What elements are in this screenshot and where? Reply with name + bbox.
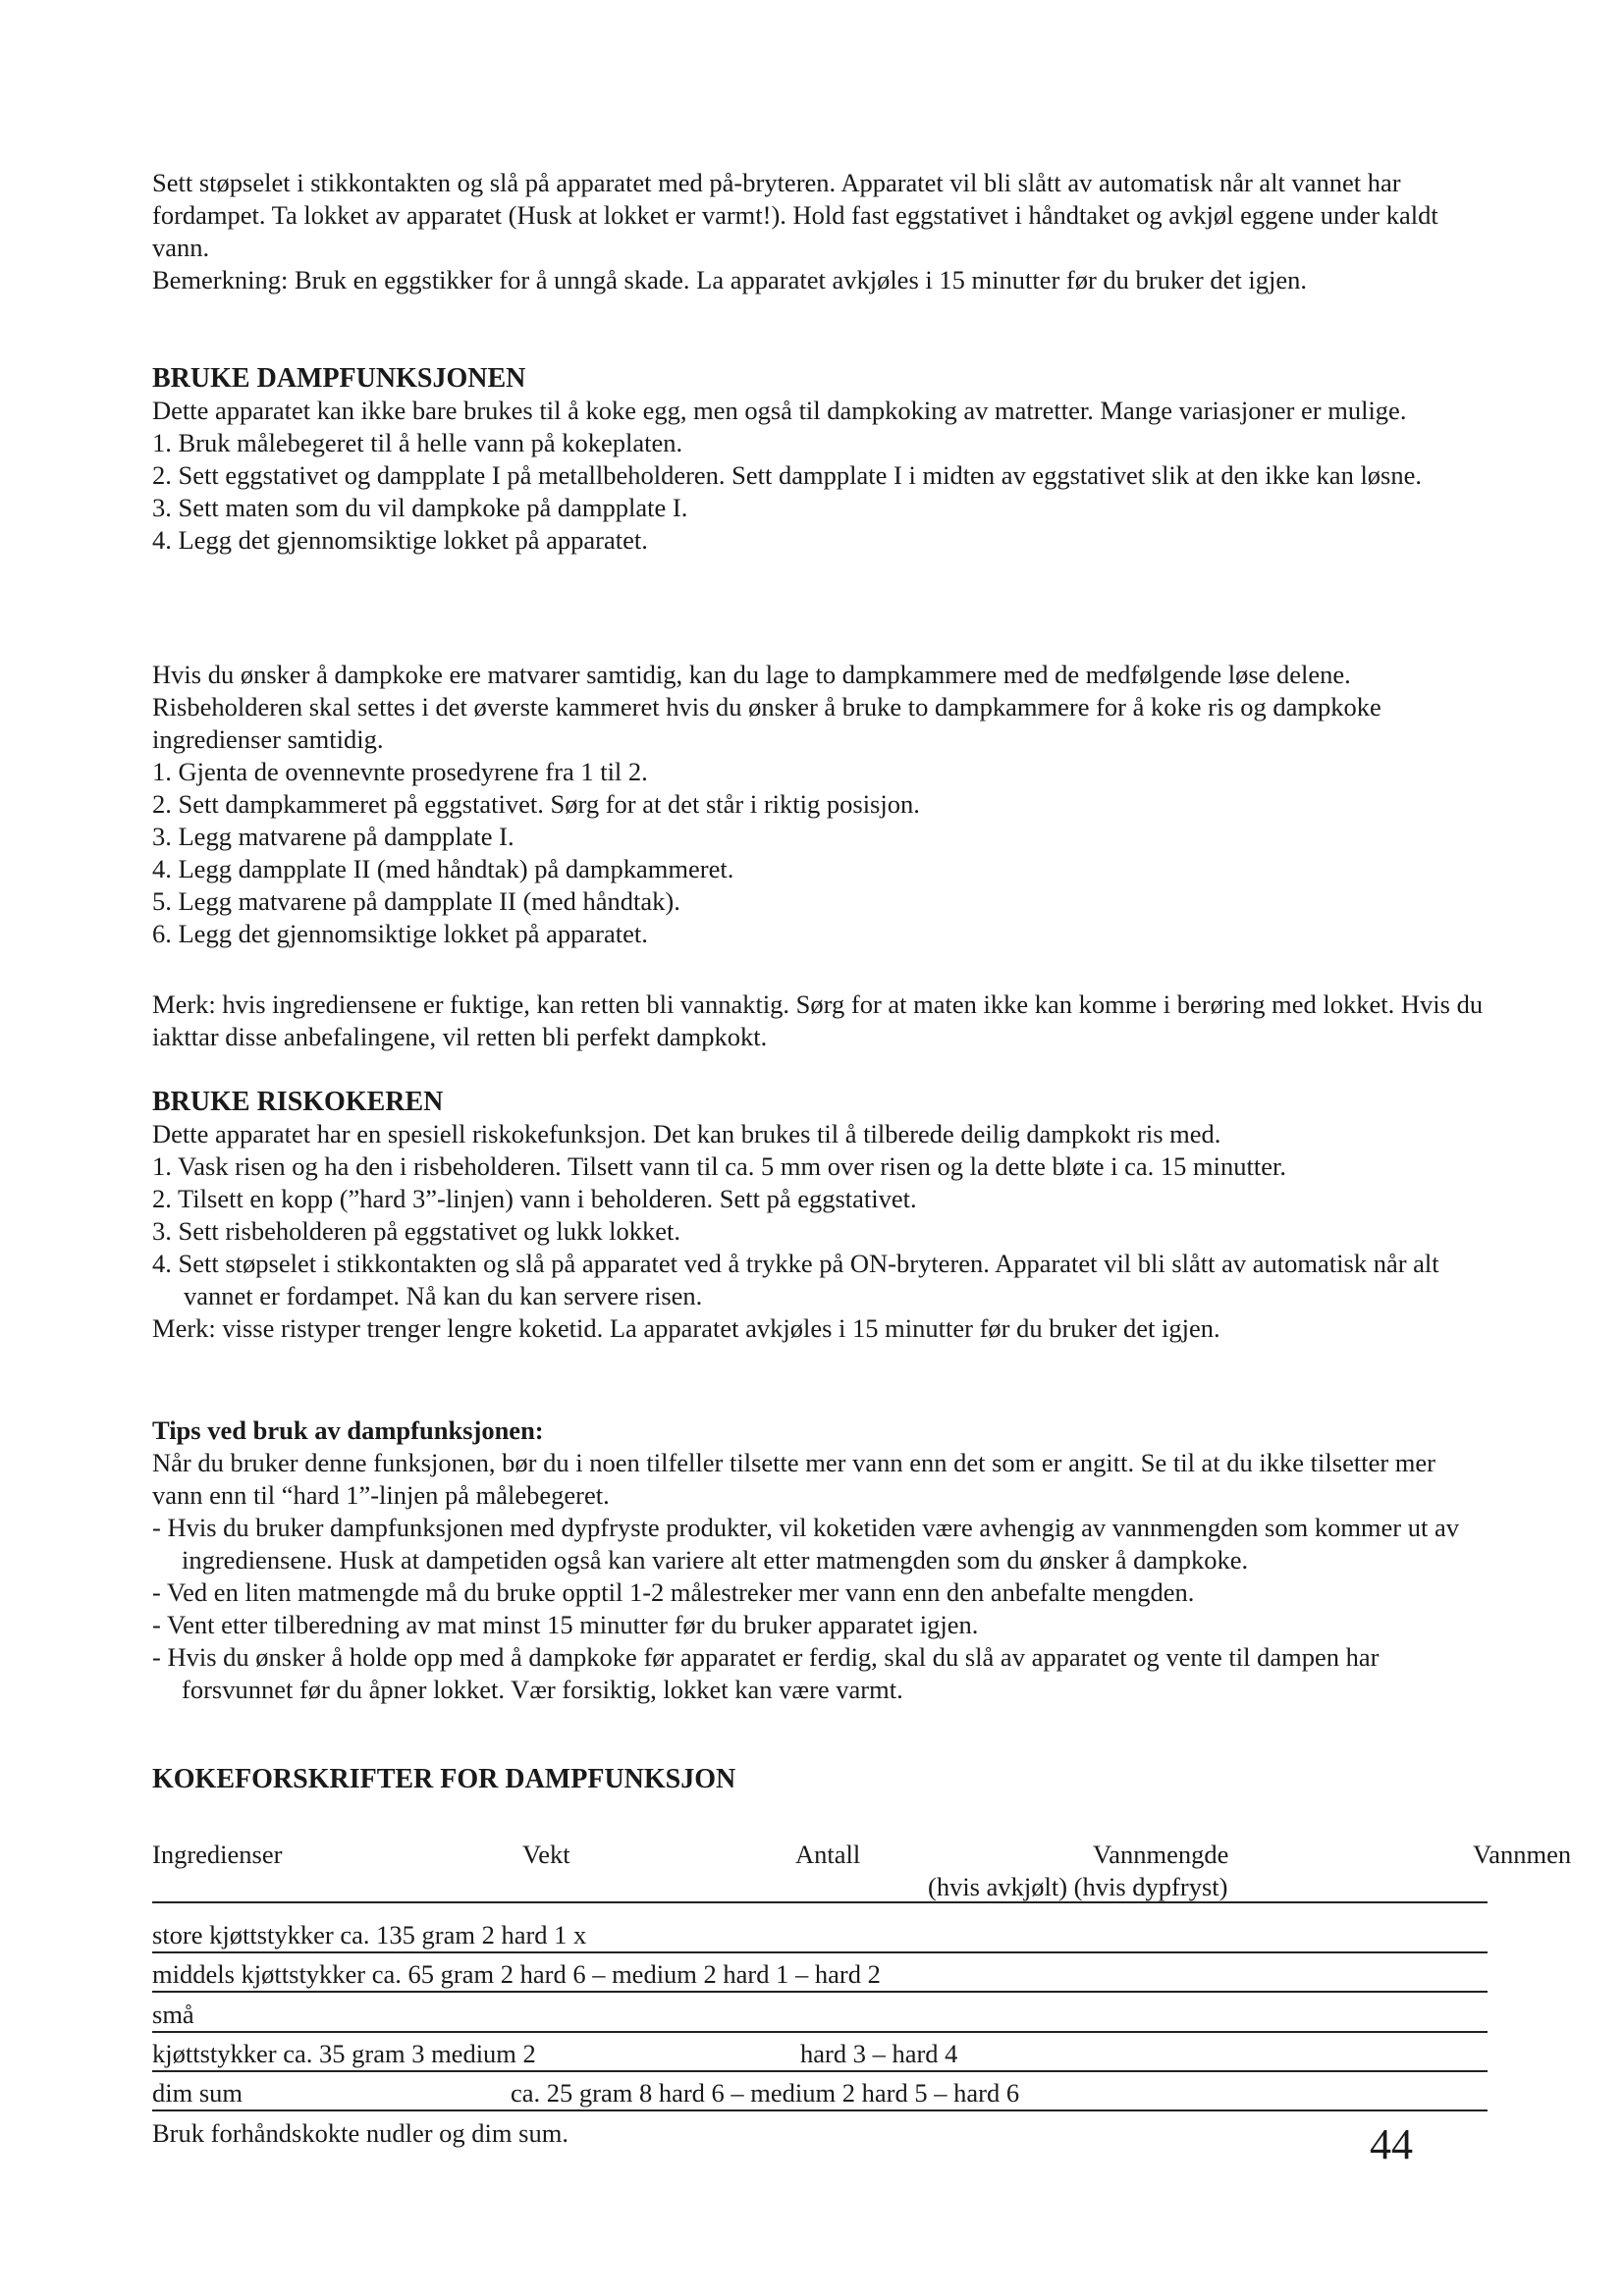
tips-item: - Vent etter tilberedning av mat minst 15 minutter før du bruker apparatet igjen. — [152, 1610, 979, 1639]
steam-multi-step: 4. Legg dampplate II (med håndtak) på dampkammeret. — [152, 854, 734, 883]
steam-multi-step: 1. Gjenta de ovennevnte prosedyrene fra 1 til 2. — [152, 757, 648, 786]
tips-section — [152, 1415, 1488, 1706]
steam-step: 2. Sett eggstativet og dampplate I på metallbeholderen. Sett dampplate I i midten av eggstativet slik at den ikke kan løsne. — [152, 460, 1423, 490]
tips-heading: Tips ved bruk av dampfunksjonen: — [152, 1415, 544, 1445]
recipes-heading: KOKEFORSKRIFTER FOR DAMPFUNKSJON — [152, 1764, 736, 1794]
tips-item: - Hvis du bruker dampfunksjonen med dypfryste produkter, vil koketiden være avhengig av vannmengden som kommer ut av ingrediensene. Husk at dampetiden også kan variere alt etter matmengden som du ønsker å dampkoke. — [152, 1513, 1460, 1575]
steam-step: 3. Sett maten som du vil dampkoke på dampplate I. — [152, 493, 688, 522]
steam-multi-intro: Hvis du ønsker å dampkoke ere matvarer samtidig, kan du lage to dampkammere med de medfølgende løse delene. Risbeholderen skal settes i det øverste kammeret hvis du ønsker å bruke to dampkammere for å koke ris og dampkoke ingredienser samtidig. — [152, 660, 1381, 754]
col-header-count: Antall — [795, 1840, 861, 1869]
tips-intro: Når du bruker denne funksjonen, bør du i noen tilfeller tilsette mer vann enn det som er angitt. Se til at du ikke tilsetter mer vann enn til “hard 1”-linjen på målebegeret. — [152, 1448, 1435, 1510]
table-header-rule — [152, 1901, 1488, 1903]
col-header-water: Vannmengde — [1093, 1840, 1229, 1869]
table-cell: kjøttstykker ca. 35 gram 3 medium 2 — [152, 2039, 536, 2068]
table-cell: hard 3 – hard 4 — [800, 2039, 958, 2068]
rice-step: 3. Sett risbeholderen på eggstativet og lukk lokket. — [152, 1216, 680, 1246]
table-row — [152, 1999, 1488, 2033]
document-page — [152, 0, 1572, 2296]
rice-section — [152, 1086, 1488, 1345]
table-row — [152, 1958, 1488, 1993]
tips-item: - Hvis du ønsker å holde opp med å dampkoke før apparatet er ferdig, skal du slå av apparatet og vente til dampen har forsvunnet før du åpner lokket. Vær forsiktig, lokket kan være varmt. — [152, 1642, 1380, 1704]
steam-section — [152, 362, 1488, 557]
recipes-section — [152, 1763, 1488, 1795]
steam-intro: Dette apparatet kan ikke bare brukes til å koke egg, men også til dampkoking av matretter. Mange variasjoner er mulige. — [152, 396, 1407, 425]
steam-multi-step: 5. Legg matvarene på dampplate II (med håndtak). — [152, 886, 680, 916]
steam-multi-step: 6. Legg det gjennomsiktige lokket på apparatet. — [152, 919, 648, 948]
rice-intro: Dette apparatet har en spesiell riskokefunksjon. Det kan brukes til å tilberede deilig dampkokt ris med. — [152, 1119, 1221, 1148]
col-header-water-2: Vannmen — [1473, 1840, 1572, 1869]
table-cell: små — [152, 2000, 194, 2029]
col-header-weight: Vekt — [522, 1840, 570, 1869]
steam-note — [152, 988, 1488, 1053]
table-header — [152, 1839, 1572, 1903]
table-row — [152, 2077, 1488, 2111]
table-footer-note: Bruk forhåndskokte nudler og dim sum. — [152, 2118, 568, 2148]
table-cell: ca. 25 gram 8 hard 6 – medium 2 hard 5 – hard 6 — [511, 2078, 1020, 2108]
intro-paragraph: Sett støpselet i stikkontakten og slå på apparatet med på-bryteren. Apparatet vil bli slått av automatisk når alt vannet har fordampet. Ta lokket av apparatet (Husk at lokket er varmt!). Hold fast eggstativet i håndtaket og avkjøl eggene under kaldt vann. — [152, 168, 1438, 262]
steam-multi-step: 2. Sett dampkammeret på eggstativet. Sørg for at det står i riktig posisjon. — [152, 789, 920, 819]
intro-remark: Bemerkning: Bruk en eggstikker for å unngå skade. La apparatet avkjøles i 15 minutter før du bruker det igjen. — [152, 265, 1307, 294]
intro-section — [152, 167, 1488, 296]
rice-heading: BRUKE RISKOKEREN — [152, 1087, 444, 1117]
table-cell: dim sum — [152, 2078, 244, 2108]
rice-note: Merk: visse ristyper trenger lengre koketid. La apparatet avkjøles i 15 minutter før du bruker det igjen. — [152, 1313, 1220, 1343]
table-row — [152, 1919, 1488, 1953]
rice-step: 4. Sett støpselet i stikkontakten og slå på apparatet ved å trykke på ON-bryteren. Apparatet vil bli slått av automatisk når alt vannet er fordampet. Nå kan du kan servere risen. — [152, 1249, 1439, 1310]
rice-step: 2. Tilsett en kopp (”hard 3”-linjen) vann i beholderen. Sett på eggstativet. — [152, 1184, 917, 1213]
page-number: 44 — [1370, 2120, 1413, 2168]
steam-multi-section — [152, 659, 1488, 950]
table-cell: store kjøttstykker ca. 135 gram 2 hard 1 x — [152, 1920, 587, 1949]
table-row — [152, 2038, 1488, 2072]
steam-step: 1. Bruk målebegeret til å helle vann på kokeplaten. — [152, 428, 683, 457]
rice-step: 1. Vask risen og ha den i risbeholderen. Tilsett vann til ca. 5 mm over risen og la dette bløte i ca. 15 minutter. — [152, 1151, 1286, 1181]
col-header-water-sub: (hvis avkjølt) (hvis dypfryst) — [928, 1872, 1228, 1901]
table-footer — [152, 2117, 1488, 2150]
steam-heading: BRUKE DAMPFUNKSJONEN — [152, 363, 526, 394]
table-cell: middels kjøttstykker ca. 65 gram 2 hard 6 – medium 2 hard 1 – hard 2 — [152, 1959, 881, 1989]
tips-item: - Ved en liten matmengde må du bruke opptil 1-2 målestreker mer vann enn den anbefalte mengden. — [152, 1577, 1195, 1607]
steam-note-text: Merk: hvis ingrediensene er fuktige, kan retten bli vannaktig. Sørg for at maten ikke kan komme i berøring med lokket. Hvis du iakttar disse anbefalingene, vil retten bli perfekt dampkokt. — [152, 989, 1484, 1051]
steam-step: 4. Legg det gjennomsiktige lokket på apparatet. — [152, 525, 648, 555]
steam-multi-step: 3. Legg matvarene på dampplate I. — [152, 822, 514, 851]
col-header-ingredients: Ingredienser — [152, 1840, 283, 1869]
